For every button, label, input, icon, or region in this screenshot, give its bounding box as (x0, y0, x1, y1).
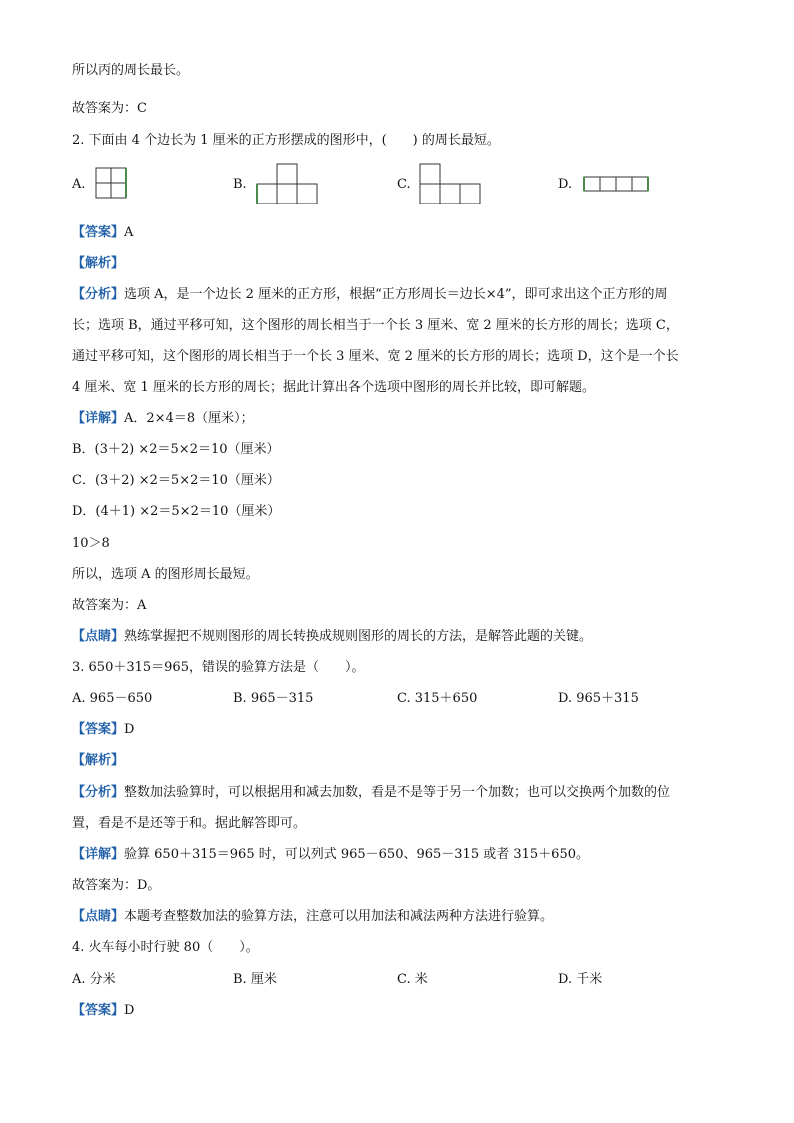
q4-option-b: B. 厘米 (233, 972, 277, 987)
answer-value: A (124, 225, 134, 240)
question-4: 4. 火车每小时行驶 80（ ）。 (72, 940, 259, 955)
fenxi-tag: 【分析】 (72, 785, 125, 800)
fenxi-text: 选项 A，是一个边长 2 厘米的正方形，根据“正方形周长＝边长×4”，即可求出这个正方形的周 (124, 287, 668, 302)
fenxi-line-2: 置，看是不是还等于和。据此解答即可。 (72, 816, 307, 831)
xiangjie-line-1 (72, 846, 589, 864)
text-line: 所以丙的周长最长。 (72, 63, 190, 78)
answer-line (72, 721, 134, 739)
q4-option-c: C. 米 (397, 972, 428, 987)
xiangjie-line-1 (72, 410, 254, 428)
dianjing-line (72, 908, 553, 926)
xiangjie-tag: 【详解】 (72, 847, 125, 862)
figure-b-t-shape (255, 162, 321, 204)
answer-tag: 【答案】 (72, 1003, 125, 1018)
option-a-label: A. (72, 177, 86, 192)
final-answer-line: 故答案为：A (72, 598, 147, 613)
answer-tag: 【答案】 (72, 225, 125, 240)
analysis-tag: 【解析】 (72, 256, 125, 271)
question-3: 3. 650＋315＝965，错误的验算方法是（ ）。 (72, 660, 365, 675)
answer-line (72, 1002, 134, 1020)
answer-line (72, 224, 133, 242)
analysis-tag: 【解析】 (72, 753, 125, 768)
dianjing-text: 熟练掌握把不规则图形的周长转换成规则图形的周长的方法，是解答此题的关键。 (124, 629, 593, 644)
fenxi-tag: 【分析】 (72, 287, 125, 302)
calc-line: B．(3＋2) ×2＝5×2＝10（厘米） (72, 442, 280, 457)
answer-value: D (124, 722, 135, 737)
fenxi-line-1 (72, 286, 668, 304)
final-answer-line: 故答案为：D。 (72, 878, 161, 893)
fenxi-line-3: 通过平移可知，这个图形的周长相当于一个长 3 厘米、宽 2 厘米的长方形的周长；选项 D，这个是一个长 (72, 349, 679, 364)
figure-c-l-shape (418, 162, 484, 204)
option-d-label: D. (558, 177, 573, 192)
answer-value: D (124, 1003, 135, 1018)
text-line: 故答案为：C (72, 101, 147, 116)
q3-option-b: B. 965－315 (233, 691, 314, 706)
xiangjie-text: 验算 650＋315＝965 时，可以列式 965－650、965－315 或者 315＋650。 (124, 847, 589, 862)
xiangjie-text: A．2×4＝8（厘米）； (124, 411, 254, 426)
fenxi-line-4: 4 厘米、宽 1 厘米的长方形的周长；据此计算出各个选项中图形的周长并比较，即可解题。 (72, 380, 595, 395)
figure-d-row-shape (580, 174, 652, 196)
figure-a-2x2-square (94, 166, 132, 200)
conclusion-line: 所以，选项 A 的图形周长最短。 (72, 567, 259, 582)
dianjing-tag: 【点睛】 (72, 909, 125, 924)
q3-option-a: A. 965－650 (72, 691, 153, 706)
dianjing-tag: 【点睛】 (72, 629, 125, 644)
calc-line: D．(4＋1) ×2＝5×2＝10（厘米） (72, 504, 281, 519)
fenxi-line-2: 长；选项 B，通过平移可知，这个图形的周长相当于一个长 3 厘米、宽 2 厘米的长方形的周长；选项 C， (72, 318, 679, 333)
fenxi-line-1 (72, 784, 670, 802)
analysis-heading (72, 255, 124, 273)
option-b-label: B. (233, 177, 247, 192)
q3-option-c: C. 315＋650 (397, 691, 478, 706)
analysis-heading (72, 752, 124, 770)
xiangjie-tag: 【详解】 (72, 411, 125, 426)
q4-option-d: D. 千米 (558, 972, 603, 987)
answer-tag: 【答案】 (72, 722, 125, 737)
fenxi-text: 整数加法验算时，可以根据用和减去加数，看是不是等于另一个加数；也可以交换两个加数的位 (124, 785, 671, 800)
dianjing-text: 本题考查整数加法的验算方法，注意可以用加法和减法两种方法进行验算。 (124, 909, 554, 924)
q4-option-a: A. 分米 (72, 972, 116, 987)
compare-line: 10＞8 (72, 536, 110, 551)
option-c-label: C. (397, 177, 411, 192)
question-2: 2. 下面由 4 个边长为 1 厘米的正方形摆成的图形中，( ) 的周长最短。 (72, 133, 500, 148)
q3-option-d: D. 965＋315 (558, 691, 639, 706)
calc-line: C．(3＋2) ×2＝5×2＝10（厘米） (72, 473, 280, 488)
dianjing-line (72, 628, 592, 646)
